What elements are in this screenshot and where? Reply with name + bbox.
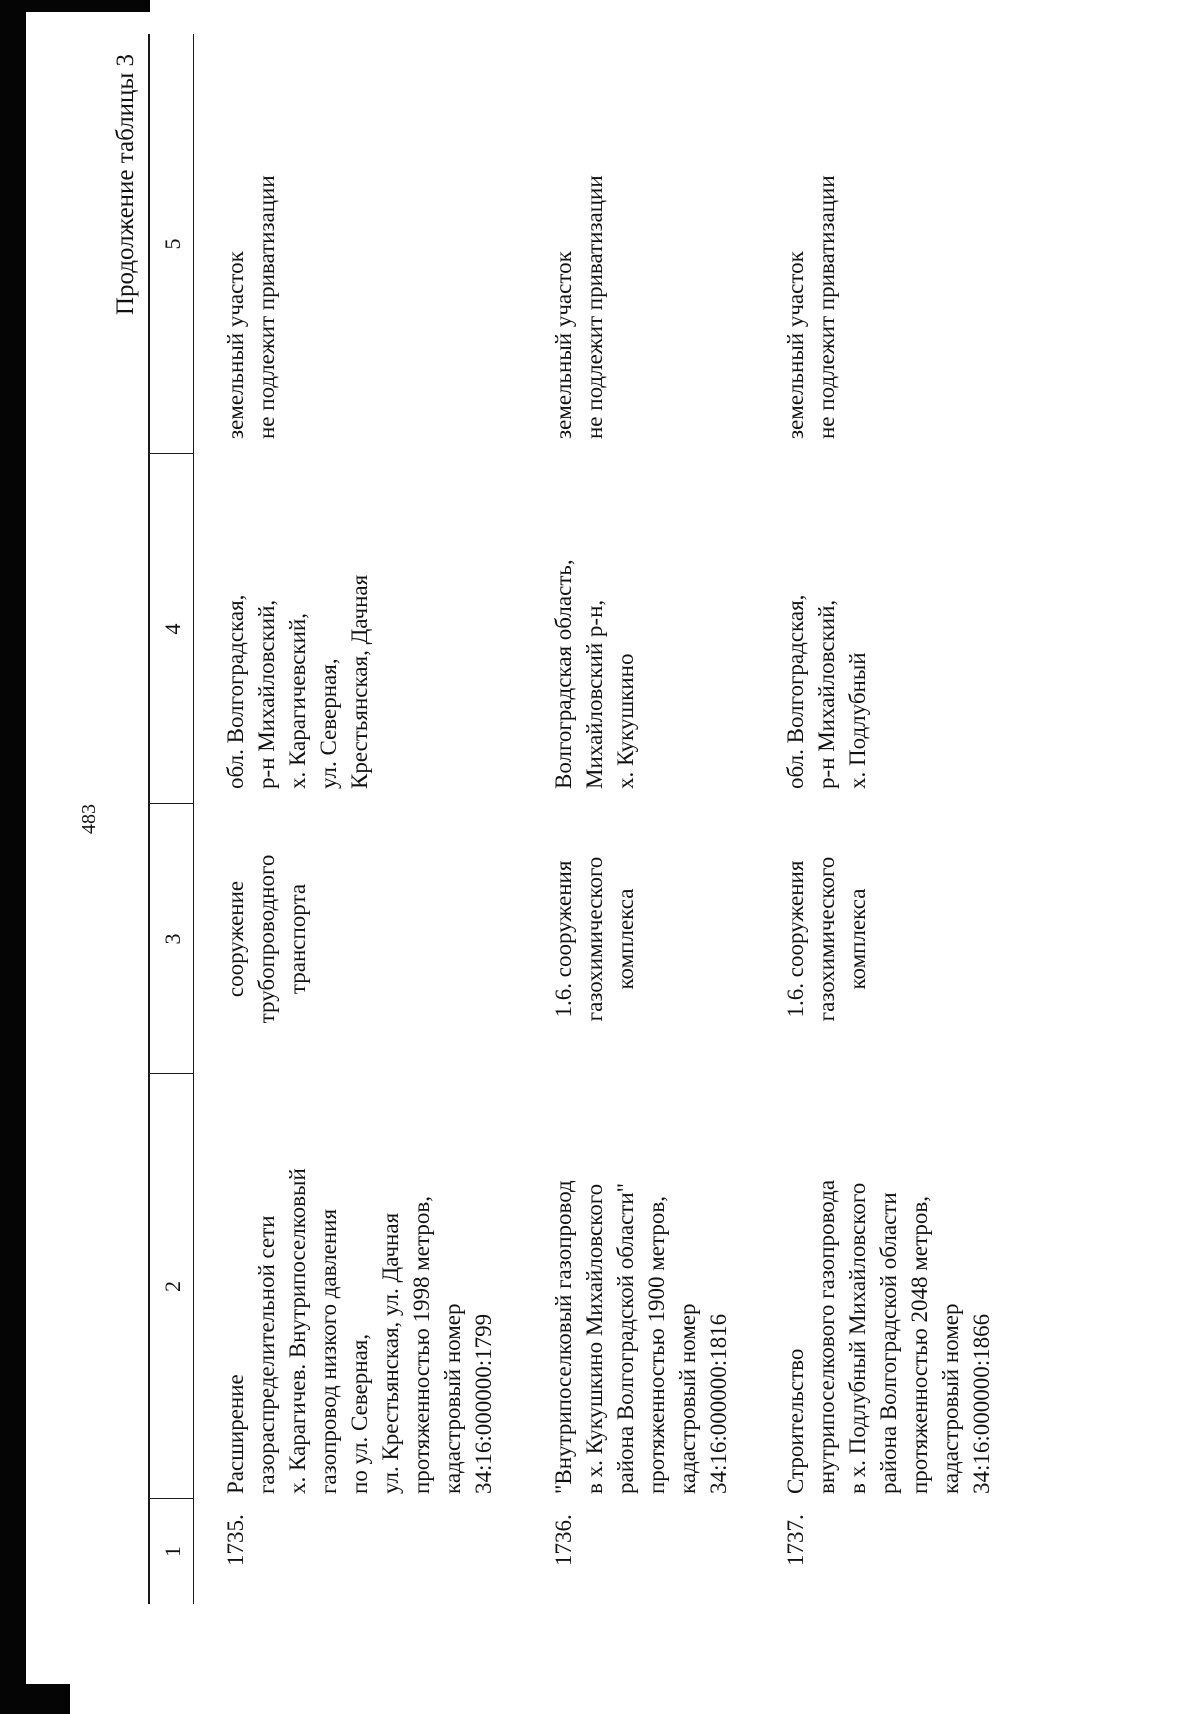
- row-1736-note: земельный участок не подлежит приватизации: [551, 175, 607, 439]
- row-1737-name: Строительство внутрипоселкового газопровода в х. Подлубный Михайловского района Волгоградской области протяженностью 2048 метров, кадастровый номер 34:16:000000:1866: [783, 1179, 994, 1494]
- row-1737-note: земельный участок не подлежит приватизации: [783, 175, 839, 439]
- row-1737-address: обл. Волгоградская, р-н Михайловский, х. Подлубный: [783, 594, 870, 789]
- column-header-4: 4: [160, 623, 185, 635]
- row-1736-name: "Внутрипоселковый газопровод в х. Кукушкино Михайловского района Волгоградской области" протяженностью 1900 метров, кадастровый номер 34:16:000000:1816: [551, 1180, 731, 1494]
- page-number: 483: [78, 804, 100, 834]
- row-1735-address: обл. Волгоградская, р-н Михайловский, х. Карагичевский, ул. Северная, Крестьянская, Дачная: [223, 574, 372, 789]
- row-1737-number: 1737.: [783, 1514, 808, 1566]
- row-1736-type: 1.6. сооружения газохимического комплекса: [551, 856, 638, 1022]
- row-1736-number: 1736.: [551, 1514, 576, 1566]
- table-header-bottom-border: [193, 34, 194, 1604]
- table-continuation-label: Продолжение таблицы 3: [112, 54, 139, 316]
- row-1735-note: земельный участок не подлежит приватизации: [223, 175, 279, 439]
- row-1735-number: 1735.: [223, 1514, 248, 1566]
- column-header-1: 1: [160, 1546, 185, 1557]
- row-1736-address: Волгоградская область, Михайловский р-н, х. Кукушкино: [551, 559, 638, 789]
- column-header-5: 5: [160, 238, 185, 250]
- row-1735-type: сооружение трубопроводного транспорта: [223, 854, 310, 1024]
- table-top-border: [148, 34, 150, 1604]
- row-1737-type: 1.6. сооружения газохимического комплекса: [783, 856, 870, 1022]
- column-header-3: 3: [160, 933, 185, 945]
- row-1735-name: Расширение газораспределительной сети х. Карагичев. Внутрипоселковый газопровод низкого давления по ул. Северная, ул. Крестьянская, ул. Дачная протяженностью 1998 метров, кадастровый номер 34:16:000000:1799: [223, 1168, 496, 1494]
- column-header-2: 2: [160, 1281, 185, 1292]
